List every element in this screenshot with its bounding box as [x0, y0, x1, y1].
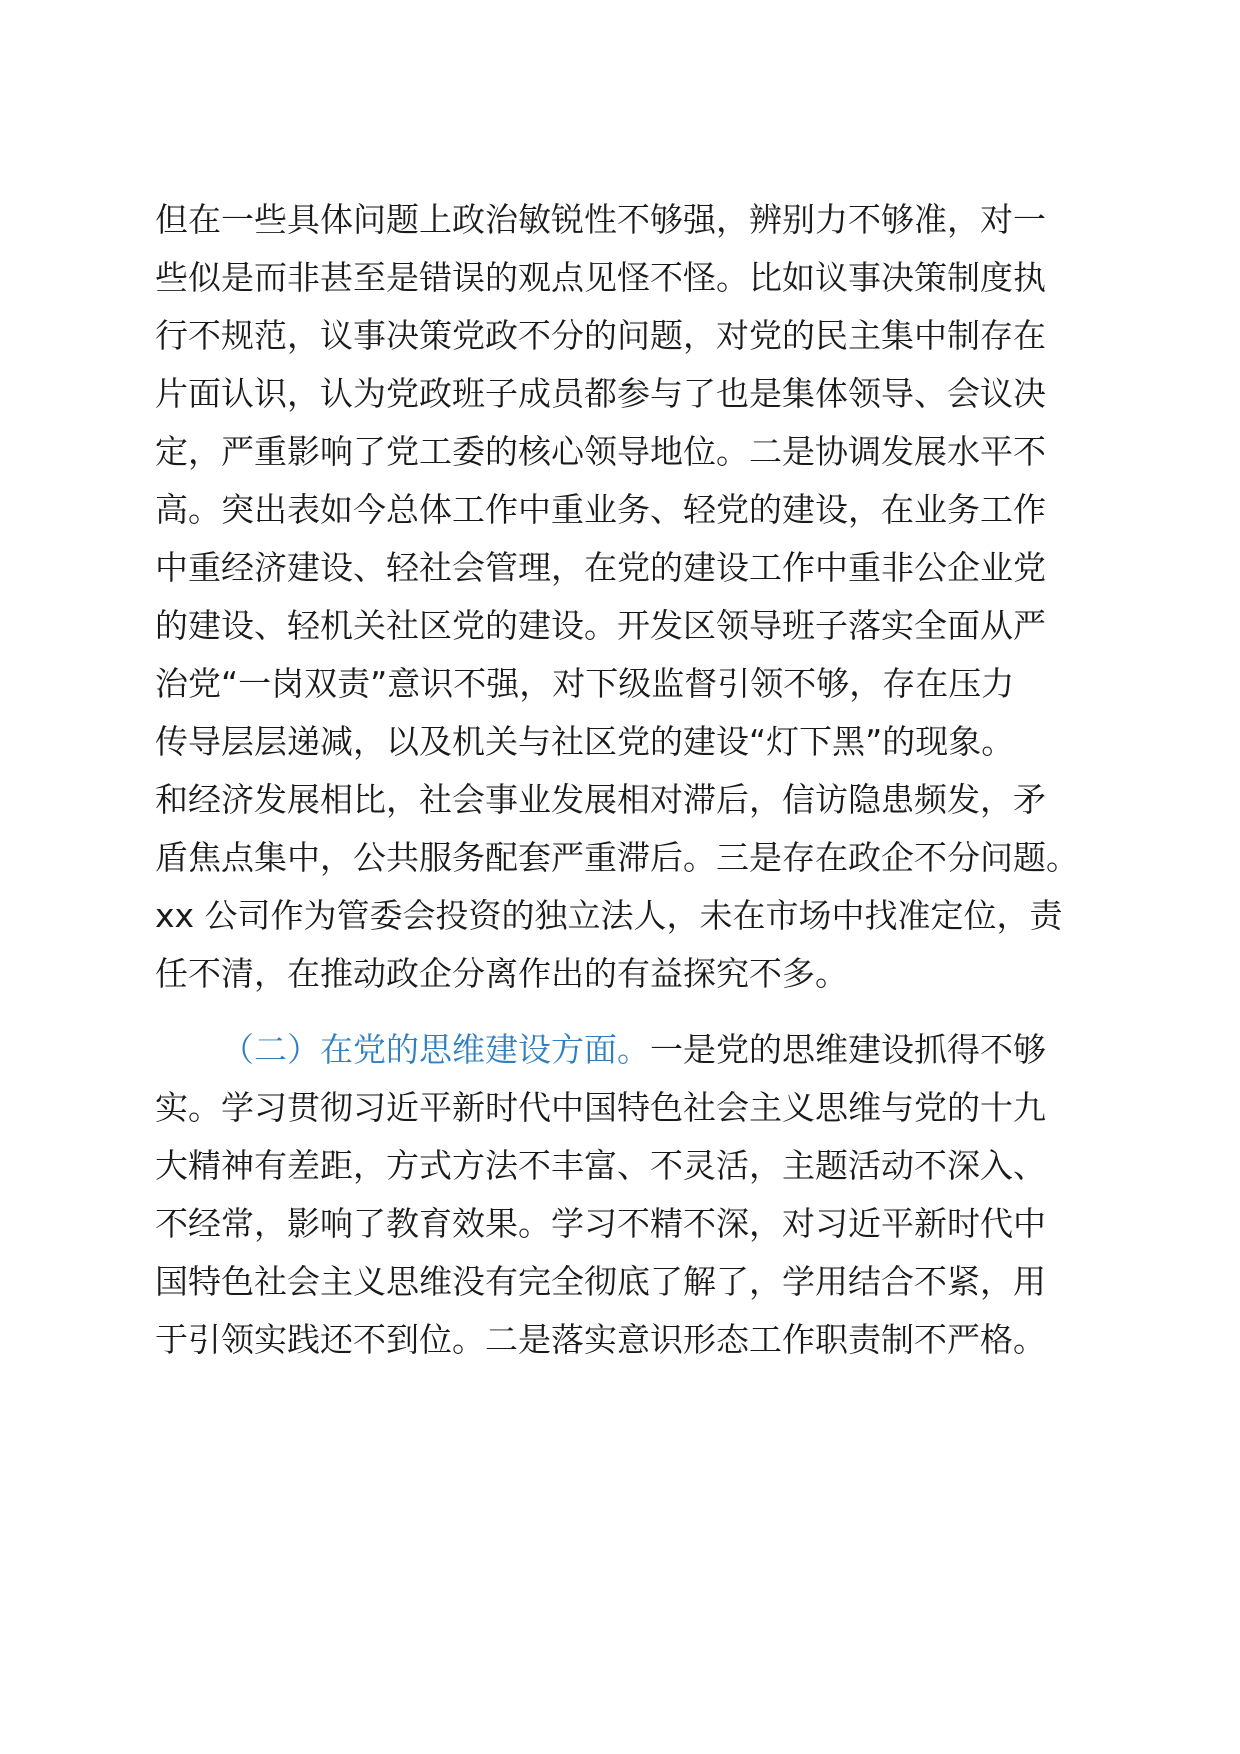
text-line: 定，严重影响了党工委的核心领导地位。二是协调发展水平不	[155, 432, 1046, 471]
text-line: 的建设、轻机关社区党的建设。开发区领导班子落实全面从严	[155, 606, 1046, 645]
text-line: 实。学习贯彻习近平新时代中国特色社会主义思维与党的十九	[155, 1088, 1046, 1127]
text-line: 任不清，在推动政企分离作出的有益探究不多。	[155, 954, 848, 993]
text-line: 不经常，影响了教育效果。学习不精不深，对习近平新时代中	[155, 1204, 1046, 1243]
text-line: 于引领实践还不到位。二是落实意识形态工作职责制不严格。	[155, 1320, 1046, 1359]
text-line: 盾焦点集中，公共服务配套严重滞后。三是存在政企不分问题。	[155, 838, 1079, 877]
text-line: 大精神有差距，方式方法不丰富、不灵活，主题活动不深入、	[155, 1146, 1046, 1185]
text-line: 高。突出表如今总体工作中重业务、轻党的建设，在业务工作	[155, 490, 1046, 529]
text-line: 中重经济建设、轻社会管理，在党的建设工作中重非公企业党	[155, 548, 1046, 587]
text-line: 治党“一岗双责”意识不强，对下级监督引领不够，存在压力	[155, 664, 1015, 703]
text-line: 和经济发展相比，社会事业发展相对滞后，信访隐患频发，矛	[155, 780, 1046, 819]
text-line: 些似是而非甚至是错误的观点见怪不怪。比如议事决策制度执	[155, 258, 1046, 297]
text-line: 但在一些具体问题上政治敏锐性不够强，辨别力不够准，对一	[155, 200, 1046, 239]
text-line: xx 公司作为管委会投资的独立法人，未在市场中找准定位，责	[155, 896, 1063, 935]
text-line: 传导层层递减，以及机关与社区党的建设“灯下黑”的现象。	[155, 722, 1015, 761]
text-line: 国特色社会主义思维没有完全彻底了解了，学用结合不紧，用	[155, 1262, 1046, 1301]
text-line: 行不规范，议事决策党政不分的问题，对党的民主集中制存在	[155, 316, 1046, 355]
section-heading: （二）在党的思维建设方面。	[221, 1030, 650, 1069]
paragraph-2-first-line	[221, 1026, 1046, 1074]
text-run: 一是党的思维建设抓得不够	[650, 1030, 1046, 1069]
text-line: 片面认识，认为党政班子成员都参与了也是集体领导、会议决	[155, 374, 1046, 413]
